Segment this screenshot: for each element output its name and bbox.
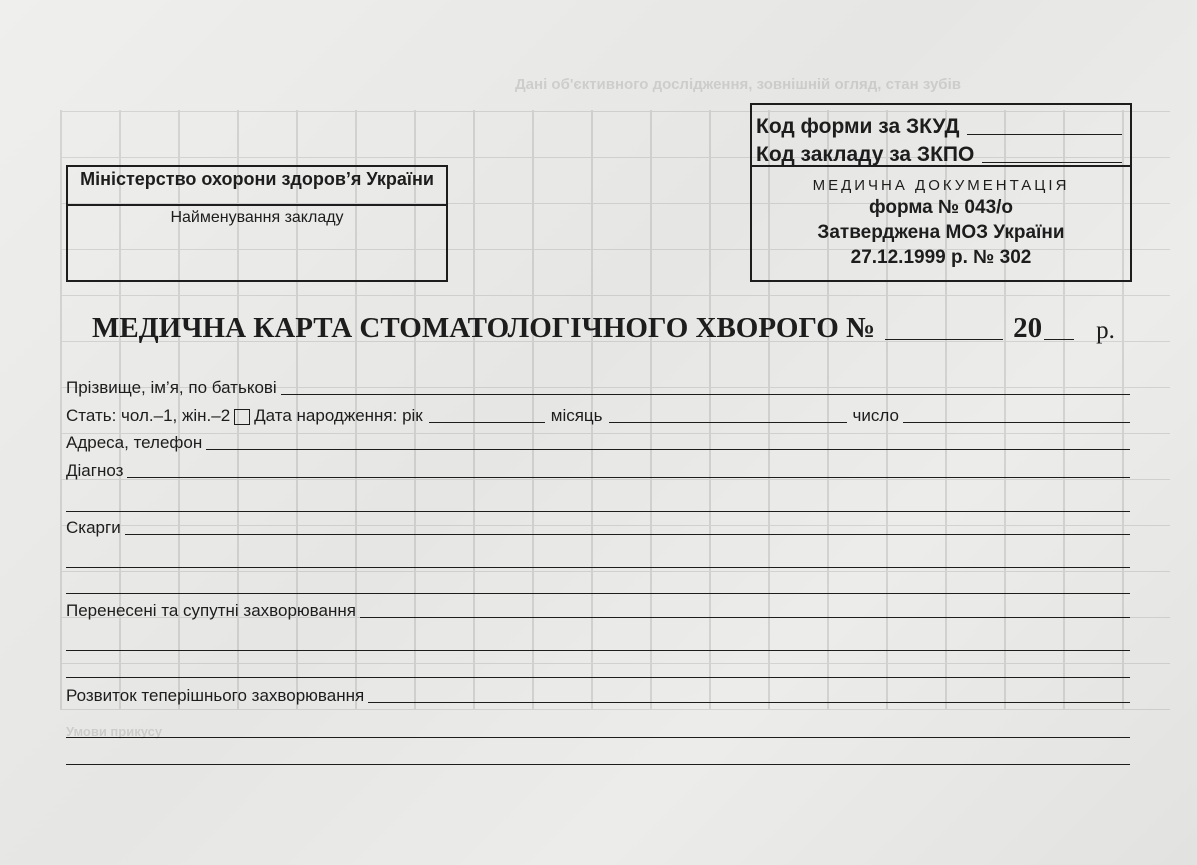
past-diseases-field [66,601,1130,621]
page-title [92,312,1152,345]
full-name-blank[interactable] [281,394,1130,395]
birth-year-blank[interactable] [429,422,545,423]
disease-development-line[interactable] [66,764,1130,765]
sex-label: Стать: чол.–1, жін.–2 [66,406,231,425]
ministry-name: Міністерство охорони здоров’я України [68,167,446,206]
form-number: форма № 043/о [868,197,1014,218]
past-diseases-line[interactable] [66,677,1130,678]
address-blank[interactable] [206,449,1130,450]
disease-development-line[interactable] [66,737,1130,738]
disease-development-label: Розвиток теперішнього захворювання [66,686,365,705]
title-text: МЕДИЧНА КАРТА СТОМАТОЛОГІЧНОГО ХВОРОГО № [92,312,876,344]
bleed-through-text: Дані об'єктивного дослідження, зовнішній огляд, стан зубів [515,76,961,93]
birth-year-label: Дата народження: рік [254,406,423,425]
birth-month-blank[interactable] [609,422,847,423]
diagnosis-blank[interactable] [127,477,1130,478]
past-diseases-line[interactable] [66,650,1130,651]
year-blank[interactable] [1044,339,1074,340]
ministry-box [66,165,448,282]
birth-day-label: число [852,406,899,425]
diagnosis-field [66,461,1130,481]
year-prefix: 20 [1013,312,1043,344]
complaints-label: Скарги [66,518,121,537]
past-diseases-blank[interactable] [360,617,1130,618]
complaints-blank[interactable] [125,534,1130,535]
form-codes-box [750,103,1132,167]
form-code-row [756,111,1122,139]
institution-code-label: Код закладу за ЗКПО [756,143,975,166]
birth-day-blank[interactable] [903,422,1130,423]
document-category: МЕДИЧНА ДОКУМЕНТАЦІЯ [812,177,1070,194]
disease-development-blank[interactable] [368,702,1130,703]
diagnosis-line[interactable] [66,511,1130,512]
complaints-line[interactable] [66,567,1130,568]
past-diseases-label: Перенесені та супутні захворювання [66,601,356,620]
complaints-line[interactable] [66,593,1130,594]
full-name-field [66,378,1130,398]
diagnosis-label: Діагноз [66,461,124,480]
card-number-blank[interactable] [885,339,1003,340]
form-code-blank[interactable] [967,134,1122,135]
full-name-label: Прізвище, ім’я, по батькові [66,378,277,397]
institution-name-label: Найменування закладу [170,209,344,226]
birth-month-label: місяць [550,406,603,425]
complaints-field [66,518,1130,538]
document-info-box [750,165,1132,282]
sex-birth-field [66,406,1130,426]
approved-by: Затверджена МОЗ України [817,222,1065,243]
address-field [66,433,1130,453]
form-code-label: Код форми за ЗКУД [756,115,960,138]
institution-code-blank[interactable] [982,162,1122,163]
sex-checkbox[interactable] [234,409,250,425]
approval-date: 27.12.1999 р. № 302 [850,247,1032,268]
disease-development-field [66,686,1130,706]
bleed-through-text: Умови прикусу [66,724,163,739]
address-label: Адреса, телефон [66,433,203,452]
institution-code-row [756,139,1122,167]
year-suffix: р. [1096,317,1115,344]
